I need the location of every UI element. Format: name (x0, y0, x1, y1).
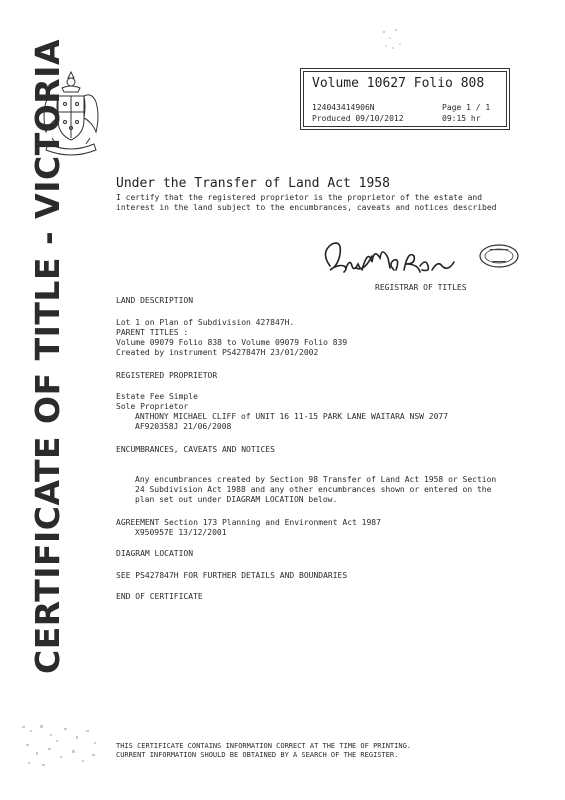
registrar-signature-icon (316, 236, 466, 280)
scan-mark-icon (378, 24, 408, 54)
proprietor-instrument: AF920358J 21/06/2008 (135, 422, 232, 431)
footer-line: THIS CERTIFICATE CONTAINS INFORMATION CORRECT AT THE TIME OF PRINTING. (116, 742, 412, 750)
diagram-location-text: SEE PS427847H FOR FURTHER DETAILS AND BOUNDARIES (116, 571, 348, 580)
agreement: AGREEMENT Section 173 Planning and Environment Act 1987 (116, 518, 381, 527)
section-heading-encumbrances: ENCUMBRANCES, CAVEATS AND NOTICES (116, 445, 275, 454)
act-title: Under the Transfer of Land Act 1958 (116, 176, 390, 191)
parent-titles: Volume 09079 Folio 838 to Volume 09079 Folio 839 (116, 338, 348, 347)
volume-folio-title: Volume 10627 Folio 808 (312, 76, 485, 91)
scan-noise-block-icon (20, 722, 104, 770)
registrar-seal-icon (478, 243, 520, 269)
encumbrance-text-line: 24 Subdivision Act 1988 and any other encumbrances shown or entered on the (135, 485, 492, 494)
encumbrance-text-line: Any encumbrances created by Section 98 Transfer of Land Act 1958 or Section (135, 475, 497, 484)
lot-description: Lot 1 on Plan of Subdivision 427847H. (116, 318, 295, 327)
produced-date: Produced 09/10/2012 (312, 114, 404, 123)
proprietor-name: ANTHONY MICHAEL CLIFF of UNIT 16 11-15 PARK LANE WAITARA NSW 2077 (135, 412, 449, 421)
registrar-label: REGISTRAR OF TITLES (375, 283, 467, 292)
estate-type: Estate Fee Simple (116, 392, 198, 401)
section-heading-land-description: LAND DESCRIPTION (116, 296, 194, 305)
page-number: Page 1 / 1 (442, 103, 491, 112)
section-heading-registered-proprietor: REGISTERED PROPRIETOR (116, 371, 218, 380)
volume-folio-box (300, 68, 510, 130)
certification-line: I certify that the registered proprietor is the proprietor of the estate and (116, 193, 483, 202)
encumbrance-text-line: plan set out under DIAGRAM LOCATION below. (135, 495, 338, 504)
certification-line: interest in the land subject to the encumbrances, caveats and notices described (116, 203, 497, 212)
barcode-number: 124043414906N (312, 103, 375, 112)
end-of-certificate: END OF CERTIFICATE (116, 592, 203, 601)
agreement-reference: X950957E 13/12/2001 (135, 528, 227, 537)
side-title: CERTIFICATE OF TITLE - VICTORIA (28, 39, 67, 674)
created-by: Created by instrument PS427847H 23/01/2002 (116, 348, 319, 357)
produced-time: 09:15 hr (442, 114, 481, 123)
sole-proprietor-label: Sole Proprietor (116, 402, 189, 411)
parent-titles-label: PARENT TITLES : (116, 328, 189, 337)
footer-line: CURRENT INFORMATION SHOULD BE OBTAINED BY A SEARCH OF THE REGISTER. (116, 751, 399, 759)
section-heading-diagram-location: DIAGRAM LOCATION (116, 549, 194, 558)
